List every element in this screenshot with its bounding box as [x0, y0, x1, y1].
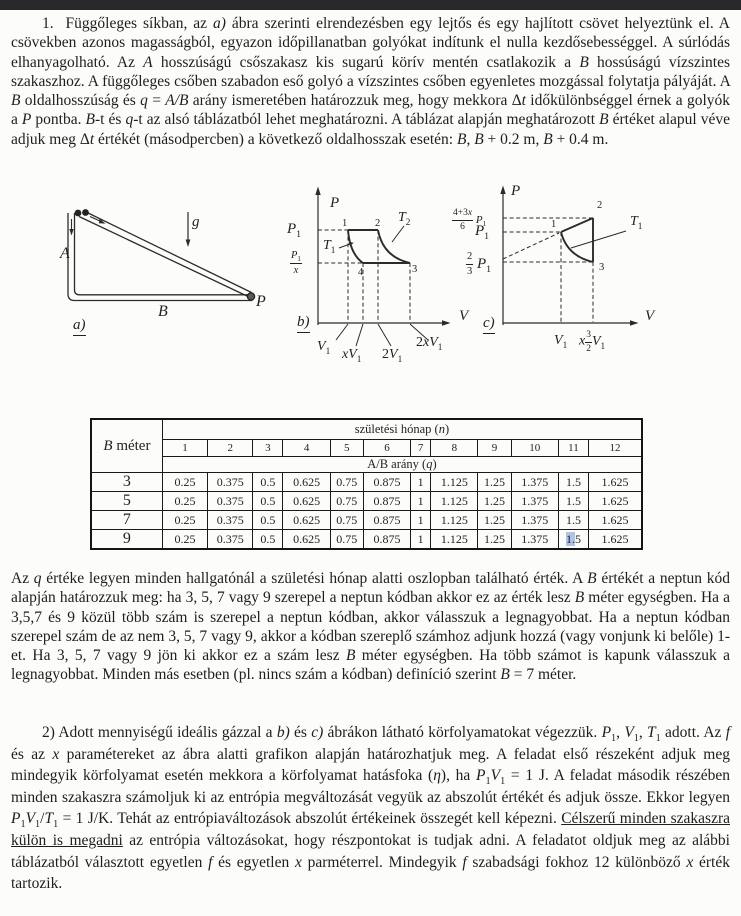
fig-a-caption: a) [73, 317, 86, 336]
q-value-cell: 1.375 [511, 511, 558, 530]
tube-inner [75, 213, 250, 295]
q-value-cell: 0.25 [162, 492, 207, 511]
fig-c-two-thirds-p1-label [466, 252, 491, 277]
b-t2-leader [392, 226, 404, 242]
figure-c-pv-diagram [500, 183, 638, 326]
gravity-arrow [186, 212, 191, 247]
month-header-cell: 11 [558, 440, 588, 457]
q-value-cell: 1.125 [431, 492, 478, 511]
fig-c-caption: c) [483, 315, 495, 334]
table-row-b9 [91, 530, 642, 550]
fig-c-point-1: 1 [551, 219, 557, 230]
q-value-cell: 0.25 [162, 473, 207, 492]
b-value-cell: 9 [91, 530, 162, 550]
fig-b-p1-over-x-label [290, 251, 302, 276]
c-isotherm-t1 [561, 232, 593, 262]
fig-b-t2-label: $T_2$ [398, 210, 411, 227]
fig-b-v1-label: $V_1$ [317, 339, 331, 356]
month-header-cell: 3 [253, 440, 283, 457]
fig-c-p1-label: $P_1$ [475, 223, 490, 242]
ball-at-p [247, 293, 254, 300]
fig-b-xv1-label: $xV_1$ [342, 347, 362, 364]
q-value-cell: 1.5 [558, 492, 588, 511]
q-value-cell: 1 [411, 492, 431, 511]
q-value-cell: 0.25 [162, 511, 207, 530]
b-value-cell: 5 [91, 492, 162, 511]
month-header-cell: 12 [589, 440, 642, 457]
c-y-arrowhead [500, 186, 505, 195]
fig-c-point-3: 3 [599, 262, 605, 273]
fig-a-point-p-label: P [256, 293, 266, 310]
table-row-b3 [91, 473, 642, 492]
q-value-cell: 0.875 [363, 511, 410, 530]
q-value-cell-selected[interactable]: 1.5 [558, 530, 588, 550]
c-dashed-guides [503, 218, 593, 322]
fraction-numerator: 3 [585, 331, 592, 343]
q-value-cell: 1.125 [431, 473, 478, 492]
q-value-cell: 0.375 [208, 473, 253, 492]
tube-incline-upper [86, 212, 252, 293]
q-value-cell: 1.375 [511, 492, 558, 511]
fig-b-point-2: 2 [375, 218, 381, 229]
fig-b-point-1: 1 [342, 218, 348, 229]
fig-c-t1-label: $T_1$ [630, 214, 643, 231]
b-tick-leaders [336, 324, 428, 346]
fraction-denominator: 6 [460, 221, 465, 232]
tube-outer [68, 213, 253, 301]
fig-c-x32v1-label [579, 331, 605, 354]
q-value-cell: 1.5 [558, 473, 588, 492]
month-header-cell: 8 [431, 440, 478, 457]
q-value-cell: 1.5 [558, 511, 588, 530]
q-value-cell: 0.875 [363, 473, 410, 492]
fig-c-v-axis-label: V [645, 308, 655, 324]
b-isotherm-t1 [348, 230, 363, 263]
ball-incline [82, 209, 89, 216]
x-part: x [579, 333, 586, 349]
viewer-top-bar [0, 0, 741, 10]
q-value-cell: 1.25 [478, 492, 511, 511]
fig-b-caption: b) [297, 314, 310, 333]
fig-c-point-2: 2 [597, 200, 603, 211]
q-value-cell: 0.625 [283, 530, 330, 550]
fraction-denominator: 3 [467, 265, 473, 277]
tube-incline-lower [79, 214, 249, 298]
q-value-cell: 1.625 [589, 511, 642, 530]
q-value-cell: 1.25 [478, 511, 511, 530]
fig-a-side-b-label: B [158, 303, 168, 320]
ball-vertical [75, 210, 82, 217]
v1-part: $V_1$ [591, 333, 606, 351]
q-value-cell: 0.875 [363, 530, 410, 550]
q-value-cell: 1 [411, 530, 431, 550]
q-value-cell: 0.75 [330, 492, 363, 511]
c-t1-leader [571, 231, 626, 248]
b-x-arrowhead [442, 320, 451, 325]
month-header-cell: 2 [208, 440, 253, 457]
q-value-cell: 1 [411, 511, 431, 530]
table-top-header: születési hónap (n) [162, 419, 642, 440]
q-value-cell: 1.375 [511, 473, 558, 492]
table-corner-header: B méter [91, 419, 162, 473]
fraction-denominator: 2 [586, 343, 591, 354]
q-value-cell: 0.5 [253, 473, 283, 492]
start-arrow-vertical [69, 219, 73, 236]
month-header-cell: 7 [411, 440, 431, 457]
q-value-cell: 1.25 [478, 473, 511, 492]
q-value-cell: 1.25 [478, 530, 511, 550]
b-value-cell: 7 [91, 511, 162, 530]
q-value-cell: 0.625 [283, 473, 330, 492]
fig-b-2v1-label: $2V_1$ [382, 347, 403, 364]
month-header-cell: 9 [478, 440, 511, 457]
q-value-cell: 1.125 [431, 530, 478, 550]
figure-a [68, 209, 255, 300]
q-value-cell: 1.625 [589, 473, 642, 492]
q-value-cell: 0.5 [253, 530, 283, 550]
c-line-1-2 [561, 218, 593, 232]
table-row-b5 [91, 492, 642, 511]
q-value-cell: 0.75 [330, 473, 363, 492]
fig-a-gravity-label: g [192, 214, 200, 230]
fraction-numerator: 2 [466, 252, 473, 265]
q-value-cell: 1.375 [511, 530, 558, 550]
b-definition-text: Az q értéke legyen minden hallgatónál a születési hónap alatti oszlopban található érték. A B értékét a neptun kód alapján határozzuk meg: ha 3, 5, 7 vagy 9 szerepel a neptun kódban akkor ez az érték lesz B méter egységben. Ha a 3,5,7 és 9 közül több szám is szerepel a neptun kódban, akkor válasszuk a legnagyobbat. Ha a neptun kódban szerepel szám de az nem 3, 5, 7 vagy 9, akkor a kódban szereplő számhoz adjunk hozzá (vagy vonjunk ki belőle) 1-et. Ha 3, 5, 7 vagy 9 jön ki akkor ez a szám lesz B méter egységben. Ha több számot is kapunk válasszuk a legnagyobbat. Minden más esetben (pl. nincs szám a kódban) definíció szerint B = 7 méter. [11, 570, 730, 684]
fig-b-point-4: 4 [358, 267, 364, 278]
b-isotherm-t2 [378, 230, 410, 263]
q-value-cell: 1.625 [589, 530, 642, 550]
fig-b-2xv1-label: $2xV_1$ [416, 335, 443, 352]
b-cycle [348, 230, 410, 263]
q-value-cell: 0.5 [253, 492, 283, 511]
q-value-cell: 0.875 [363, 492, 410, 511]
q-value-cell: 1 [411, 473, 431, 492]
fig-c-23-p1: $P_1$ [477, 255, 492, 275]
q-b-parameter-table [90, 418, 643, 550]
q-value-cell: 1.625 [589, 492, 642, 511]
fig-a-side-a-label: A [60, 245, 70, 262]
q-value-cell: 0.375 [208, 530, 253, 550]
table-sub-header: A/B arány (q) [162, 457, 642, 473]
q-value-cell: 0.625 [283, 511, 330, 530]
fig-c-p-axis-label: P [511, 183, 521, 199]
b-y-arrowhead [315, 187, 320, 196]
month-header-cell: 10 [511, 440, 558, 457]
table-row-b7 [91, 511, 642, 530]
fig-b-t1-label: $T_1$ [323, 238, 336, 255]
start-arrow-incline [90, 217, 106, 224]
q-value-cell: 0.75 [330, 511, 363, 530]
b-value-cell: 3 [91, 473, 162, 492]
month-header-cell: 1 [162, 440, 207, 457]
problem-2-text: 2) Adott mennyiségű ideális gázzal a b) és c) ábrákon látható körfolyamatokat végezzük. $P_1$, $V_1$, $T_1$ adott. Az f és az x paramétereket az ábra alatti grafikon alapján határozhatjuk meg. A feladat első részeként adjuk meg mindegyik körfolyamat esetén mekkora a körfolyamat hatásfoka (η), ha $P_1V_1 = 1$ J. A feladat második részében minden szakaszra számoljuk ki az entrópia megváltozását vegyük az abszolút értékét és adjuk össze. Ekkor legyen $P_1V_1/T_1 = 1$ J/K. Tehát az entrópiaváltozások abszolút értékeinek összegét kell képezni. Célszerű minden szakaszra külön is megadni az entrópia változásokat, hogy részpontokat is tudjak adni. A feladatot oldjuk meg az alábbi táblázatból választott egyetlen f és egyetlen x parméterrel. Mindegyik f szabadsági fokhoz 12 különböző x érték tartozik. [11, 724, 731, 893]
month-header-cell: 6 [363, 440, 410, 457]
month-header-row [91, 440, 642, 457]
fig-b-point-3: 3 [412, 264, 418, 275]
fraction-numerator: 4+3x [452, 209, 473, 221]
month-header-cell: 4 [283, 440, 330, 457]
q-value-cell: 0.375 [208, 492, 253, 511]
q-value-cell: 1.125 [431, 511, 478, 530]
q-value-cell: 0.25 [162, 530, 207, 550]
fig-c-top-p1: $P_1$ [475, 213, 487, 228]
q-value-cell: 0.375 [208, 511, 253, 530]
month-header-cell: 5 [330, 440, 363, 457]
fraction-denominator: x [293, 264, 299, 276]
q-value-cell: 0.5 [253, 511, 283, 530]
fig-b-v-axis-label: V [459, 308, 469, 324]
fraction-numerator: $P_1$ [291, 250, 301, 264]
q-value-cell: 0.75 [330, 530, 363, 550]
c-x-arrowhead [630, 320, 639, 325]
fig-b-p1-label: $P_1$ [287, 221, 302, 240]
c-cycle [561, 218, 593, 262]
b-t1-pointer [339, 242, 354, 248]
fig-c-v1-label: $V_1$ [554, 333, 568, 350]
q-value-cell: 0.625 [283, 492, 330, 511]
fig-b-p-axis-label: P [330, 195, 340, 211]
problem-1-text: 1. Függőleges síkban, az a) ábra szerinti elrendezésben egy lejtős és egy hajlított csövet helyeztünk el. A csövekben azonos magasságból, egyazon időpillanatban golyókat indítunk el nulla kezdősebességgel. A súrlódás elhanyagolható. Az A hosszúságú csőszakasz kis sugarú körív mentén csatlakozik a B hossúságú vízszintes szakaszhoz. A függőleges csőben szabadon eső golyó a vízszintes csőben egyenletes mozgással folytatja pályáját. A B oldalhosszúság és q = A/B arány ismeretében határozzuk meg, hogy mekkora Δt időkülönbséggel érnek a golyók a P pontba. B-t és q-t az alsó táblázatból lehet meghatározni. A táblázat alapján meghatározott B értéket alapul véve adjuk meg Δt értékét (másodpercben) a következő oldalhosszak esetén: B, B + 0.2 m, B + 0.4 m. [11, 15, 731, 148]
